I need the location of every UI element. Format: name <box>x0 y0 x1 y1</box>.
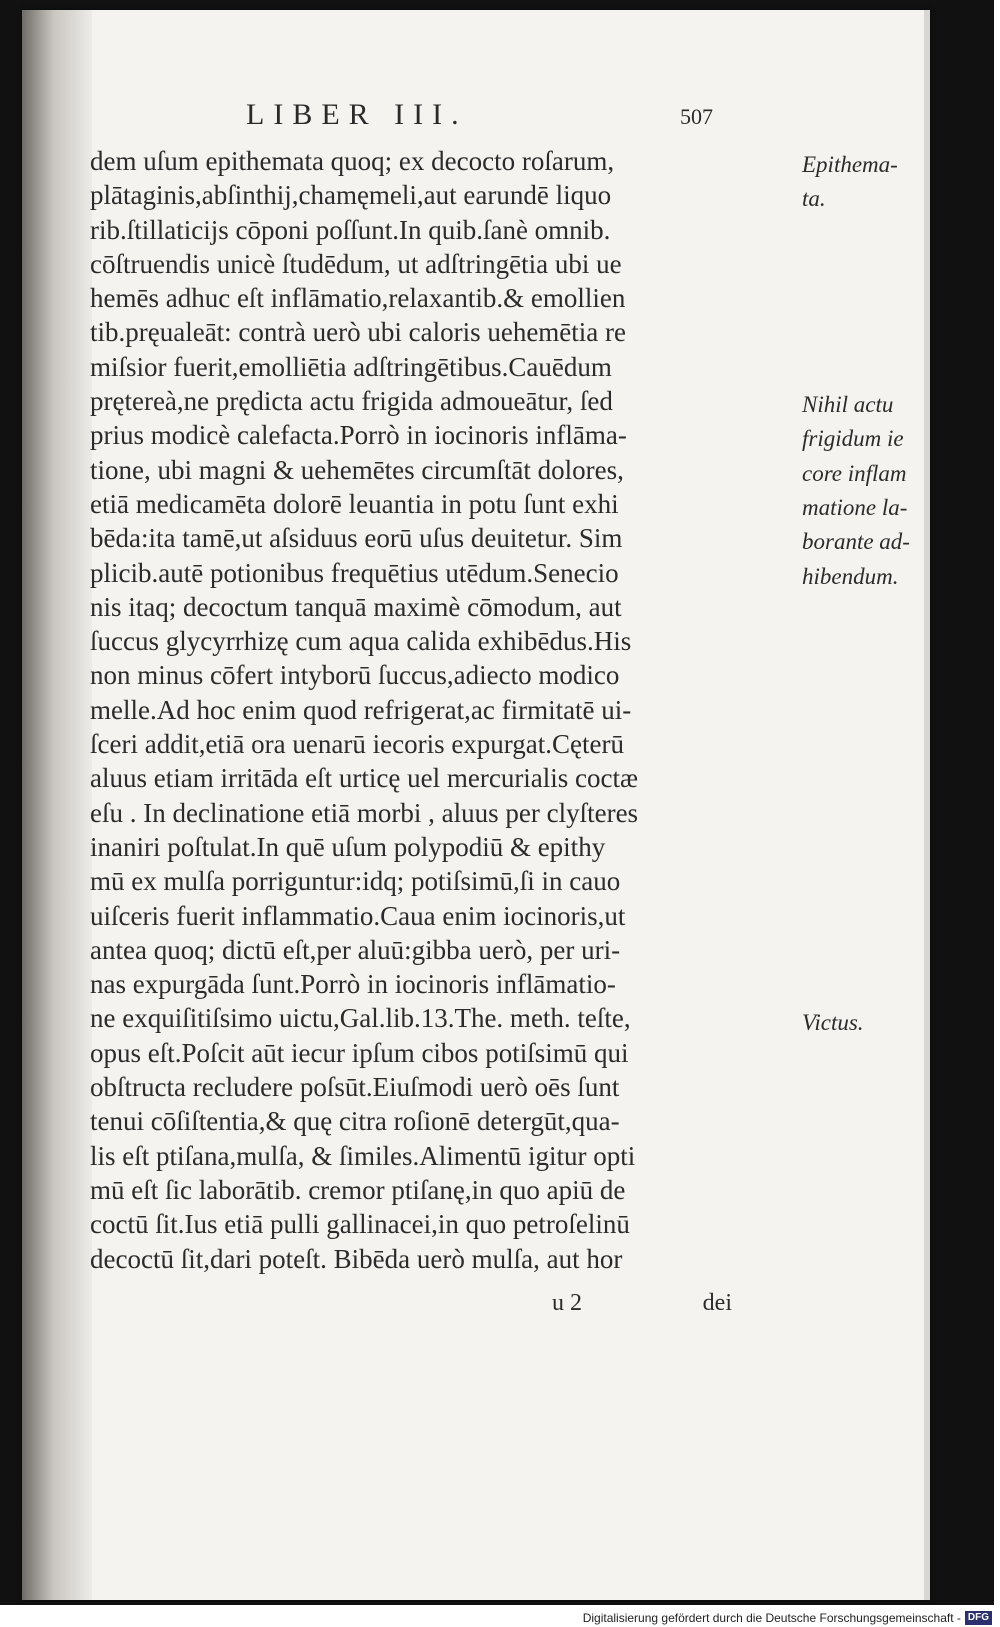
text-line: aluus etiam irritāda eſt urticę uel mercurialis coctæ <box>90 763 639 794</box>
catchword: dei <box>702 1290 732 1316</box>
page-number: 507 <box>680 104 713 129</box>
text-line: etiā medicamēta dolorē leuantia in potu ſunt exhi <box>90 488 619 519</box>
text-line: tib.pręualeāt: contrà uerò ubi caloris uehemētia re <box>90 317 627 348</box>
text-line: decoctū ſit,dari poteſt. Bibēda uerò mulſa, aut hor <box>90 1243 623 1274</box>
text-line: bēda:ita tamē,ut aſsiduus eorū uſus deuitetur. Sim <box>90 523 623 554</box>
credit-text: Digitalisierung gefördert durch die Deutsche Forschungsgemeinschaft - <box>582 1611 961 1625</box>
text-line: prętereà,ne prędicta actu frigida admoueātur, ſed <box>90 386 613 417</box>
text-line: ne exquiſitiſsimo uictu,Gal.lib.13.The. meth. teſte, <box>90 1003 631 1034</box>
text-line: mū ex mulſa porriguntur:idq; potiſsimū,ſi in cauo <box>90 866 621 897</box>
running-title: LIBER III. <box>246 98 468 131</box>
marginal-note-line: matione la- <box>802 494 908 520</box>
text-line: obſtructa recludere poſsūt.Eiuſmodi uerò oēs ſunt <box>90 1072 620 1103</box>
text-line: inaniri poſtulat.In quē uſum polypodiū & epithy <box>90 831 606 862</box>
text-line: antea quoq; dictū eſt,per aluū:gibba uerò, per uri- <box>90 934 621 965</box>
marginal-note-line: hibendum. <box>802 563 899 589</box>
text-line: non minus cōfert intyborū ſuccus,adiecto modico <box>90 660 620 691</box>
book-page <box>22 10 930 1600</box>
running-head <box>230 98 730 134</box>
marginal-note-line: Epithema- <box>802 152 898 177</box>
text-line: dem uſum epithemata quoq; ex decocto roſarum, <box>90 146 615 176</box>
text-line: plicib.autē potionibus frequētius utēdum.Senecio <box>90 557 619 588</box>
text-line: hemēs adhuc eſt inflāmatio,relaxantib.& emollien <box>90 283 626 314</box>
text-line: nis itaq; decoctum tanquā maximè cōmodum, aut <box>90 591 622 622</box>
page-gutter-shadow <box>22 10 92 1600</box>
text-line: miſsior fuerit,emolliētia adſtringētibus.Cauēdum <box>90 351 612 382</box>
text-line: prius modicè calefacta.Porrò in iocinoris inflāma- <box>90 420 627 451</box>
marginal-note-line: Nihil actu <box>802 392 894 418</box>
marginal-note-line: ta. <box>802 186 826 212</box>
marginal-note-line: borante ad- <box>802 529 910 555</box>
text-line: rib.ſtillaticijs cōponi poſſunt.In quib.ſanè omnib. <box>90 214 611 245</box>
text-line: opus eſt.Poſcit aūt iecur ipſum cibos potiſsimū qui <box>90 1037 629 1068</box>
text-line: plātaginis,abſinthij,chamęmeli,aut earundē liquo <box>90 180 612 211</box>
marginal-note-line: Victus. <box>802 1009 864 1035</box>
marginal-note <box>802 388 932 594</box>
text-line: tione, ubi magni & uehemētes circumſtāt dolores, <box>90 454 624 485</box>
marginal-note-line: core inflam <box>802 460 907 486</box>
text-line: tenui cōſiſtentia,& quę citra roſionē detergūt,qua- <box>90 1106 620 1137</box>
catchline <box>552 1290 732 1324</box>
text-line: lis eſt ptiſana,mulſa, & ſimiles.Alimentū igitur opti <box>90 1140 636 1171</box>
text-line: coctū ſit.Ius etiā pulli gallinacei,in quo petroſelinū <box>90 1209 630 1240</box>
text-line: mū eſt ſic laborātib. cremor ptiſanę,in quo apiū de <box>90 1174 626 1205</box>
marginal-note <box>802 148 932 217</box>
text-line: uiſceris fuerit inflammatio.Caua enim iocinoris,ut <box>90 900 626 931</box>
marginal-note <box>802 1006 932 1040</box>
body-text <box>90 144 910 1276</box>
marginal-note-line: frigidum ie <box>802 426 904 452</box>
signature-mark: u 2 <box>552 1290 582 1316</box>
text-line: ſceri addit,etiā ora uenarū iecoris expurgat.Cęterū <box>90 729 625 760</box>
text-line: melle.Ad hoc enim quod refrigerat,ac firmitatē ui- <box>90 694 632 725</box>
text-line: cōſtruendis unicè ſtudēdum, ut adſtringētia ubi ue <box>90 248 622 279</box>
digitization-credit <box>583 1611 992 1625</box>
text-line: nas expurgāda ſunt.Porrò in iocinoris inflāmatio- <box>90 969 616 1000</box>
dfg-logo: DFG <box>965 1611 992 1625</box>
text-line: ſuccus glycyrrhizę cum aqua calida exhibēdus.His <box>90 626 632 657</box>
text-line: eſu . In declinatione etiā morbi , aluus per clyſteres <box>90 797 639 828</box>
